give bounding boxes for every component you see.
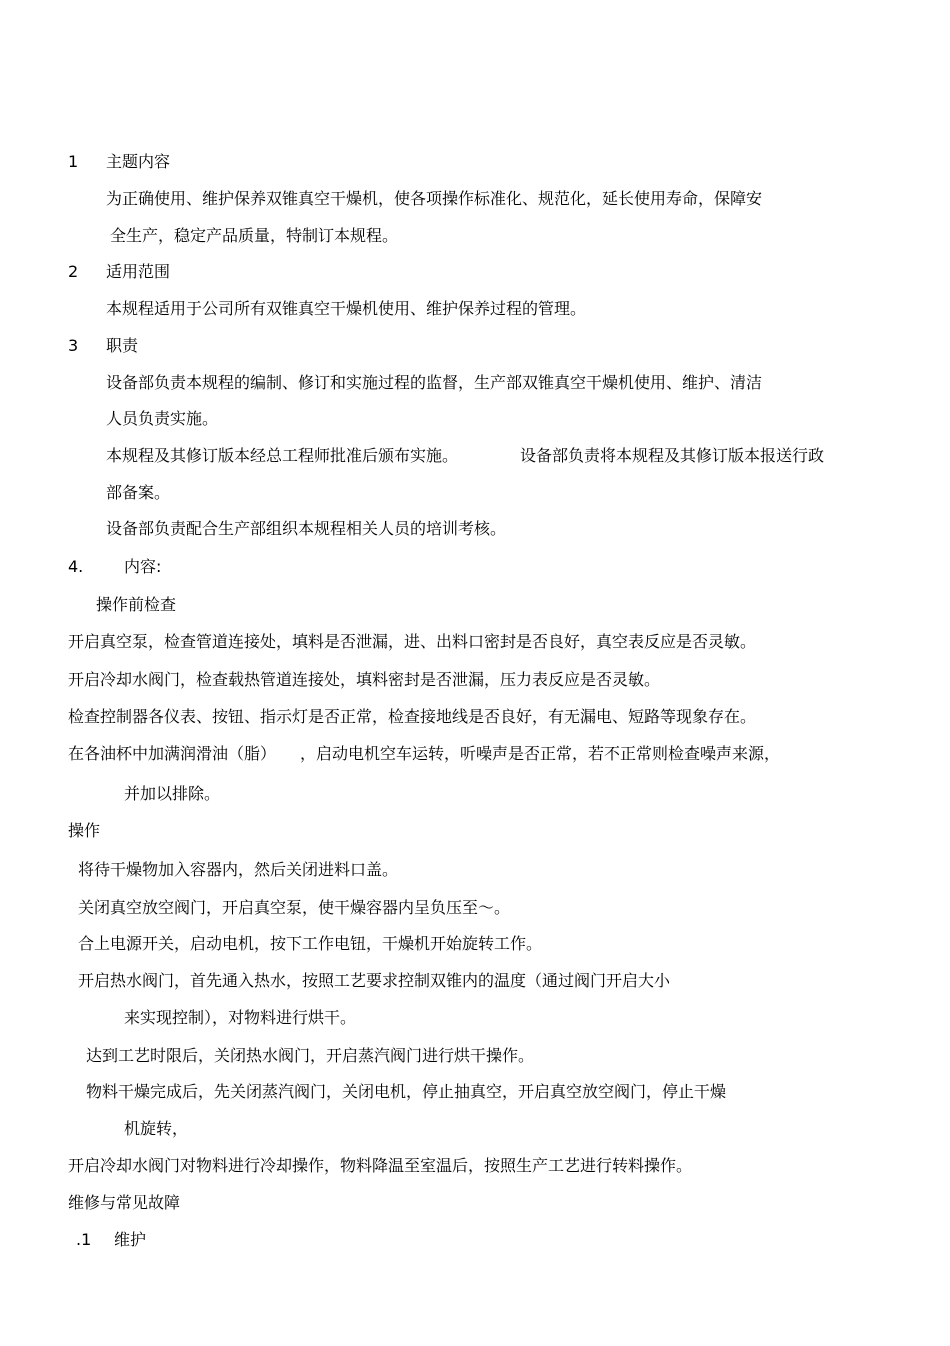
section-4-title: 内容: bbox=[124, 557, 162, 576]
operation-step-1: 将待干燥物加入容器内，然后关闭进料口盖。 bbox=[78, 860, 399, 879]
section-1-title: 主题内容 bbox=[106, 152, 171, 171]
maintenance-sub-title: 维护 bbox=[114, 1230, 147, 1249]
operation-step-5: 达到工艺时限后，关闭热水阀门，开启蒸汽阀门进行烘干操作。 bbox=[86, 1046, 535, 1065]
section-3-para-3b: 设备部负责将本规程及其修订版本报送行政 bbox=[520, 446, 825, 465]
operation-step-2: 关闭真空放空阀门，开启真空泵，使干燥容器内呈负压至～。 bbox=[78, 898, 511, 917]
section-3-para-2: 人员负责实施。 bbox=[106, 409, 219, 428]
operation-step-4b: 来实现控制），对物料进行烘干。 bbox=[124, 1008, 357, 1027]
maintenance-sub-number: .1 bbox=[76, 1230, 92, 1249]
operation-step-7: 开启冷却水阀门对物料进行冷却操作，物料降温至室温后，按照生产工艺进行转料操作。 bbox=[68, 1156, 693, 1175]
section-3-title: 职责 bbox=[106, 336, 139, 355]
section-3-para-5: 设备部负责配合生产部组织本规程相关人员的培训考核。 bbox=[106, 519, 507, 538]
pre-check-item-4c: 并加以排除。 bbox=[124, 784, 221, 803]
pre-check-item-1: 开启真空泵，检查管道连接处，填料是否泄漏，进、出料口密封是否良好，真空表反应是否灵敏。 bbox=[68, 632, 757, 651]
section-3-para-1: 设备部负责本规程的编制、修订和实施过程的监督，生产部双锥真空干燥机使用、维护、清洁 bbox=[106, 373, 763, 392]
pre-check-item-2: 开启冷却水阀门，检查载热管道连接处，填料密封是否泄漏，压力表反应是否灵敏。 bbox=[68, 670, 661, 689]
section-1-para-2: 全生产，稳定产品质量，特制订本规程。 bbox=[110, 226, 399, 245]
section-1-number: 1 bbox=[68, 152, 79, 171]
operation-step-6a: 物料干燥完成后，先关闭蒸汽阀门，关闭电机，停止抽真空，开启真空放空阀门，停止干燥 bbox=[86, 1082, 727, 1101]
section-3-para-4: 部备案。 bbox=[106, 483, 171, 502]
section-3-number: 3 bbox=[68, 336, 79, 355]
pre-check-title: 操作前检查 bbox=[96, 595, 177, 614]
section-3-para-3: 本规程及其修订版本经总工程师批准后颁布实施。 bbox=[106, 446, 459, 465]
operation-step-3: 合上电源开关，启动电机，按下工作电钮，干燥机开始旋转工作。 bbox=[78, 934, 543, 953]
section-2-title: 适用范围 bbox=[106, 262, 171, 281]
pre-check-item-4b: ，启动电机空车运转，听噪声是否正常，若不正常则检查噪声来源， bbox=[300, 744, 781, 763]
operation-title: 操作 bbox=[68, 821, 101, 840]
section-1-para-1: 为正确使用、维护保养双锥真空干燥机，使各项操作标准化、规范化，延长使用寿命，保障安 bbox=[106, 189, 763, 208]
operation-step-4a: 开启热水阀门，首先通入热水，按照工艺要求控制双锥内的温度（通过阀门开启大小 bbox=[78, 971, 671, 990]
section-2-number: 2 bbox=[68, 262, 79, 281]
section-4-number: 4. bbox=[68, 557, 84, 576]
maintenance-title: 维修与常见故障 bbox=[68, 1193, 181, 1212]
pre-check-item-3: 检查控制器各仪表、按钮、指示灯是否正常，检查接地线是否良好，有无漏电、短路等现象存在。 bbox=[68, 707, 757, 726]
section-2-para-1: 本规程适用于公司所有双锥真空干燥机使用、维护保养过程的管理。 bbox=[106, 299, 587, 318]
pre-check-item-4a: 在各油杯中加满润滑油（脂） bbox=[68, 744, 277, 763]
operation-step-6b: 机旋转， bbox=[124, 1119, 189, 1138]
